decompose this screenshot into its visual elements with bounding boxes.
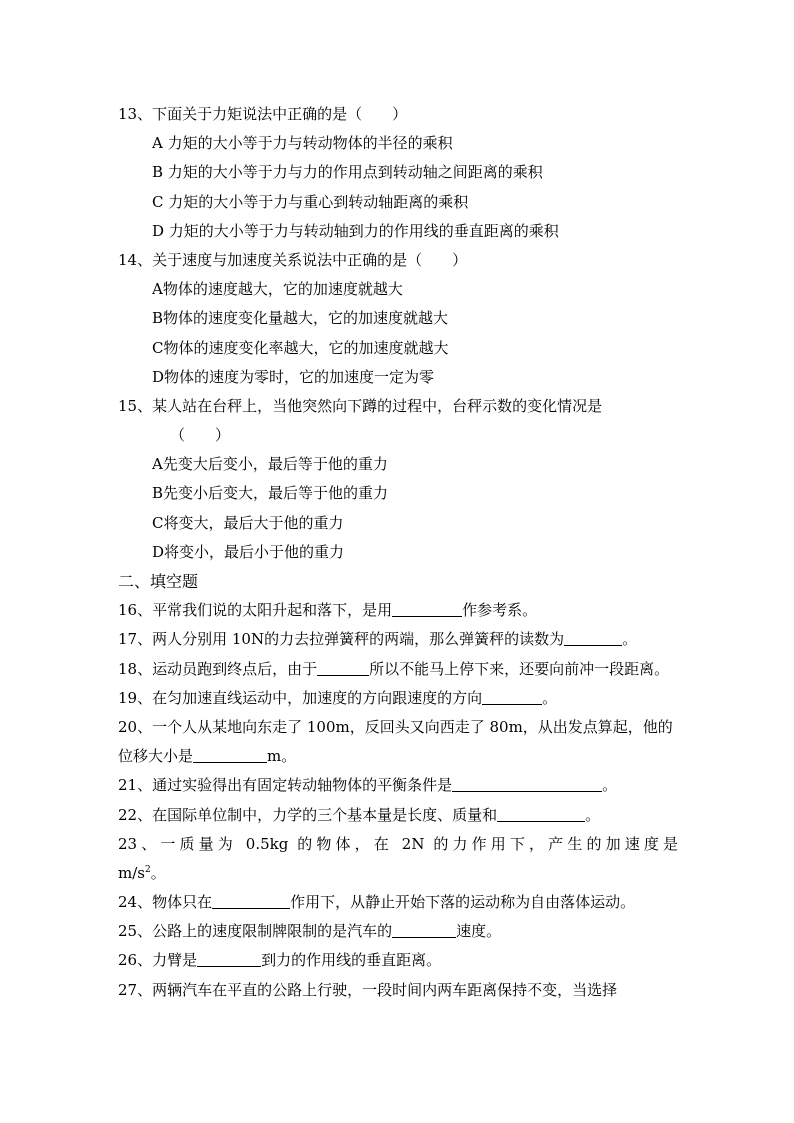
answer-blank-18[interactable]: [317, 660, 369, 676]
question-27-line-1: 27、两辆汽车在平直的公路上行驶，一段时间内两车距离保持不变，当选择: [118, 980, 618, 999]
question-15-option-d: D将变小，最后小于他的重力: [152, 542, 345, 561]
question-25: [118, 917, 678, 946]
question-17-text-end: 。: [622, 630, 638, 649]
question-15-option-b: B先变小后变大，最后等于他的重力: [152, 484, 389, 503]
question-15-option-a: A先变大后变小，最后等于他的重力: [152, 455, 388, 474]
question-16-text-end: 作参考系。: [462, 601, 538, 620]
question-14-option-d: D物体的速度为零时，它的加速度一定为零: [152, 367, 435, 386]
question-21-text-end: 。: [602, 776, 618, 795]
question-18-text: 18、运动员跑到终点后，由于: [118, 659, 318, 678]
question-18-text-end: 所以不能马上停下来，还要向前冲一段距离。: [369, 659, 670, 678]
question-14-option-c: C物体的速度变化率越大，它的加速度就越大: [152, 338, 449, 357]
answer-blank-16[interactable]: [392, 601, 462, 617]
question-13-option-b: B 力矩的大小等于力与力的作用点到转动轴之间距离的乘积: [152, 163, 543, 182]
question-15-stem: 15、某人站在台秤上，当他突然向下蹲的过程中，台秤示数的变化情况是: [118, 396, 603, 415]
answer-blank-24[interactable]: [212, 893, 290, 909]
answer-blank-20[interactable]: [193, 747, 267, 763]
answer-blank-21[interactable]: [452, 776, 602, 792]
question-15-answer-paren: （ ）: [170, 426, 231, 445]
question-16-text: 16、平常我们说的太阳升起和落下，是用: [118, 601, 393, 620]
question-13-option-c: C 力矩的大小等于力与重心到转动轴距离的乘积: [152, 192, 469, 211]
question-17-text: 17、两人分别用 10N的力去拉弹簧秤的两端，那么弹簧秤的读数为: [118, 630, 565, 649]
question-23-unit-exponent: 2: [144, 864, 151, 875]
question-20-line-2: [118, 742, 678, 771]
question-20-line-1: 20、一个人从某地向东走了 100m，反回头又向西走了 80m，从出发点算起，他的: [118, 717, 673, 736]
question-23-line-2: [118, 859, 678, 888]
question-24: [118, 888, 678, 917]
question-16: [118, 596, 678, 625]
answer-blank-22[interactable]: [497, 806, 585, 822]
question-22-text-end: 。: [585, 805, 601, 824]
answer-blank-26[interactable]: [197, 951, 261, 967]
answer-blank-19[interactable]: [482, 689, 542, 705]
question-21: [118, 771, 678, 800]
question-24-text-end: 作用下，从静止开始下落的运动称为自由落体运动。: [290, 893, 636, 912]
question-26: [118, 946, 678, 975]
question-22-text: 22、在国际单位制中，力学的三个基本量是长度、质量和: [118, 805, 498, 824]
question-25-text: 25、公路上的速度限制牌限制的是汽车的: [118, 922, 393, 941]
question-14-option-b: B物体的速度变化量越大，它的加速度就越大: [152, 309, 449, 328]
exam-page: [118, 100, 678, 1005]
question-17: [118, 625, 678, 654]
question-25-text-end: 速度。: [456, 922, 502, 941]
section-heading-fill-in: 二、填空题: [118, 572, 199, 591]
question-24-text: 24、物体只在: [118, 893, 213, 912]
question-19-text: 19、在匀加速直线运动中，加速度的方向跟速度的方向: [118, 688, 483, 707]
question-18: [118, 655, 678, 684]
question-13-stem: 13、下面关于力矩说法中正确的是（ ）: [118, 105, 408, 123]
answer-blank-17[interactable]: [564, 630, 622, 646]
question-14-stem: 14、关于速度与加速度关系说法中正确的是（ ）: [118, 250, 468, 269]
question-20-text: 位移大小是: [118, 747, 194, 766]
question-20-text-end: m。: [267, 747, 297, 766]
question-14-option-a: A物体的速度越大，它的加速度就越大: [152, 280, 403, 299]
answer-blank-25[interactable]: [392, 922, 456, 938]
question-19-text-end: 。: [542, 688, 558, 707]
question-22: [118, 801, 678, 830]
question-23-end: 。: [150, 863, 166, 882]
question-26-text: 26、力臂是: [118, 951, 198, 970]
question-13-option-d: D 力矩的大小等于力与转动轴到力的作用线的垂直距离的乘积: [152, 221, 559, 240]
question-13-option-a: A 力矩的大小等于力与转动物体的半径的乘积: [152, 134, 453, 153]
question-19: [118, 684, 678, 713]
question-23-line-1: 23、一质量为 0.5kg 的物体，在 2N 的力作用下，产生的加速度是: [118, 834, 678, 853]
question-23-unit: m/s: [118, 863, 145, 882]
question-21-text: 21、通过实验得出有固定转动轴物体的平衡条件是: [118, 776, 453, 795]
question-15-option-c: C将变大，最后大于他的重力: [152, 513, 344, 532]
question-26-text-end: 到力的作用线的垂直距离。: [261, 951, 442, 970]
